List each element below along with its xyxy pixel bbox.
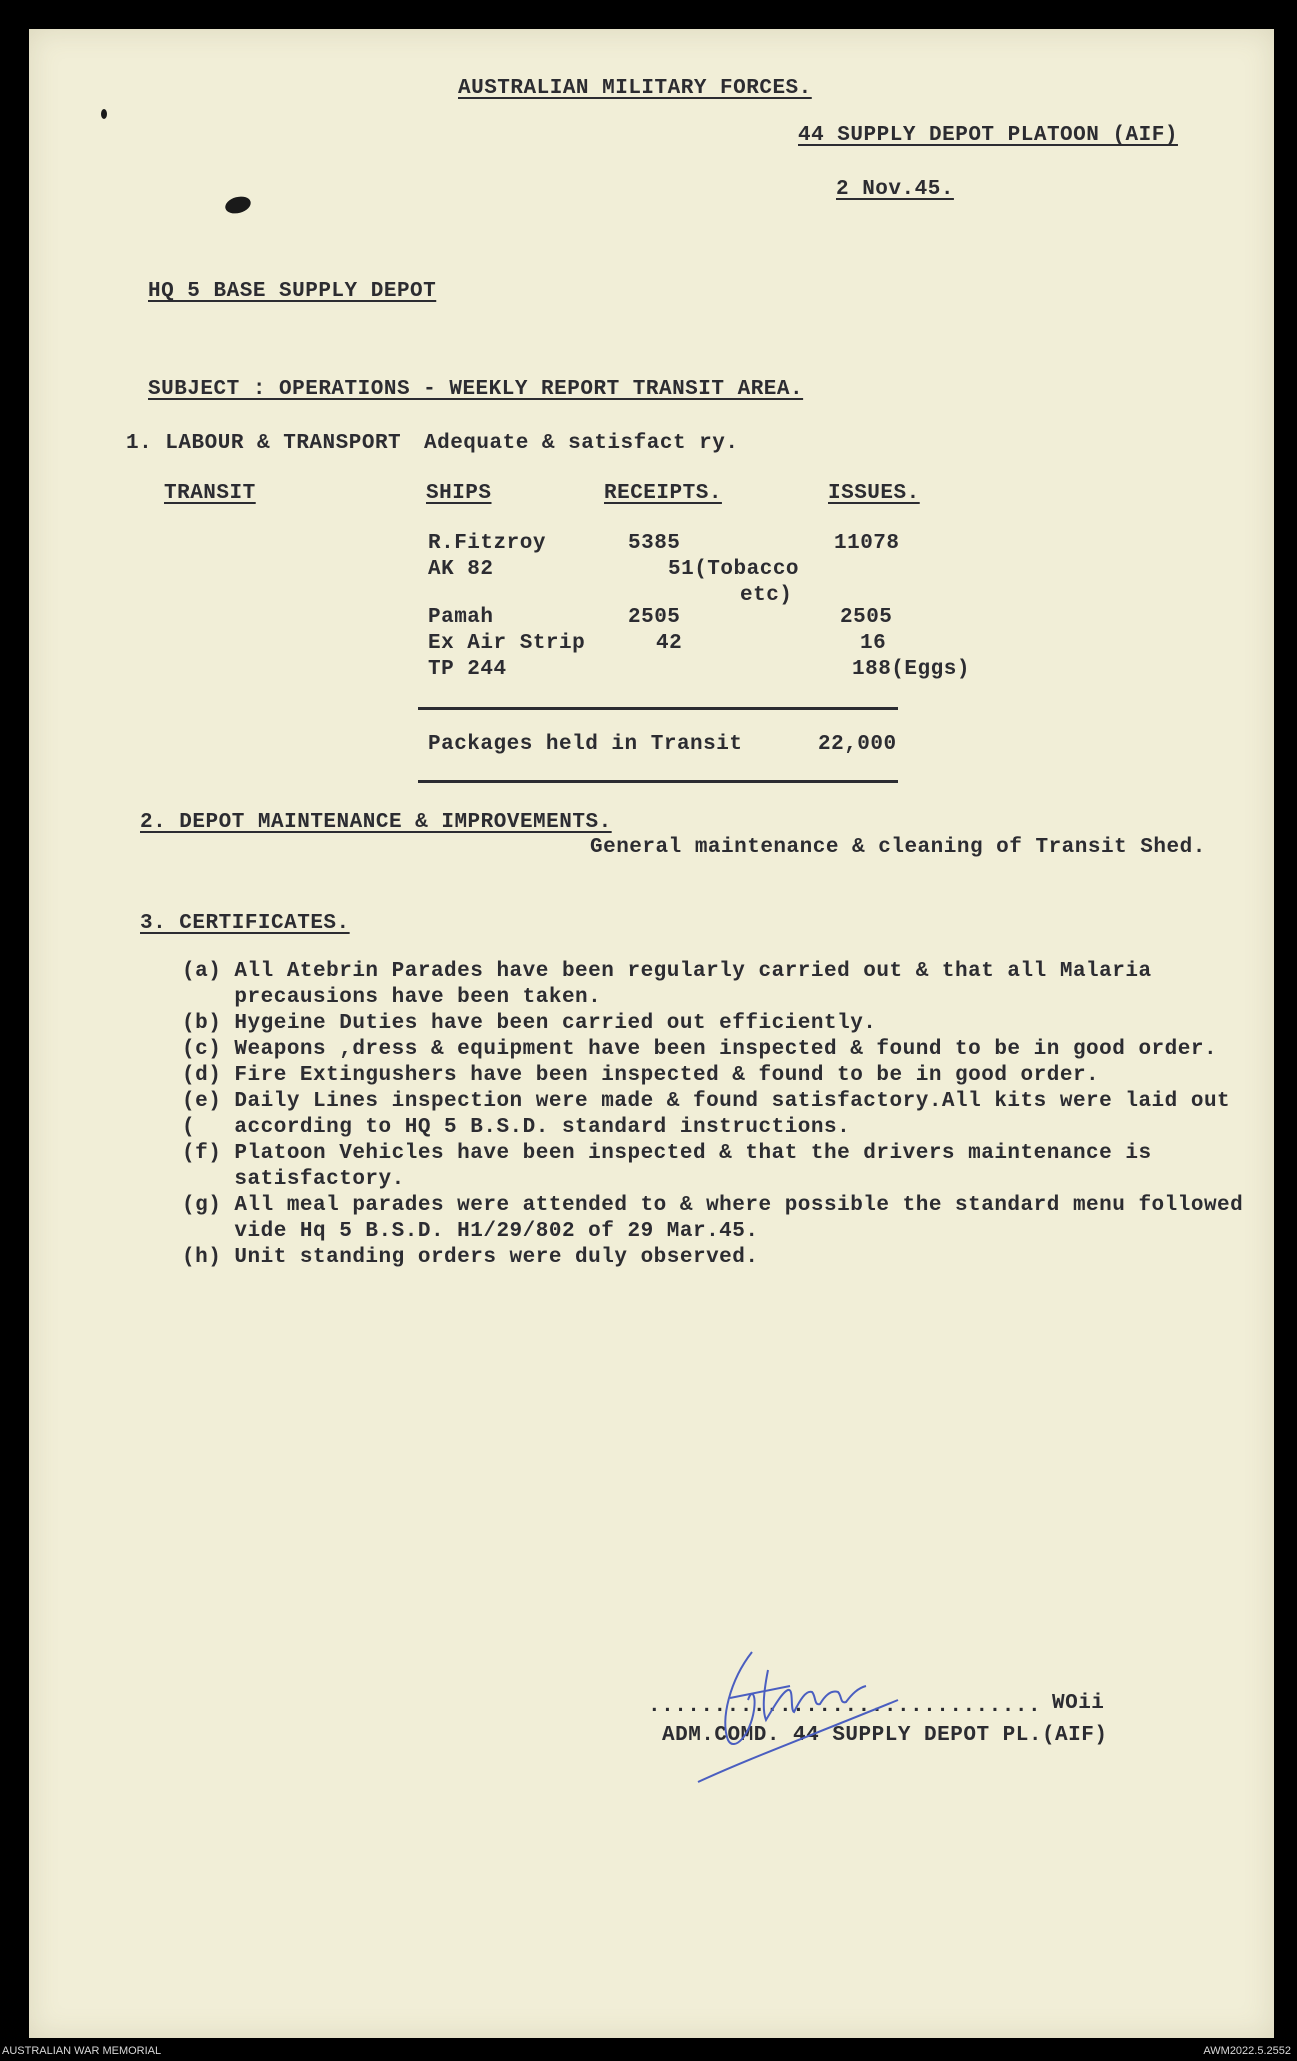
certificate-line: (g) All meal parades were attended to & where possible the standard menu followed [182,1194,1244,1217]
table-cell-receipts: etc) [740,584,793,607]
section-1-heading: 1. LABOUR & TRANSPORT [126,432,402,455]
certificate-line: (b) Hygeine Duties have been carried out efficiently. [182,1012,877,1035]
punch-hole [101,109,107,119]
table-cell-receipts: 2505 [628,606,681,629]
archive-caption-left: AUSTRALIAN WAR MEMORIAL [2,2045,162,2057]
certificate-line: (e) Daily Lines inspection were made & found satisfactory.All kits were laid out [182,1090,1231,1113]
column-header-ships: SHIPS [426,482,492,505]
document-date: 2 Nov.45. [836,178,954,201]
addressee: HQ 5 BASE SUPPLY DEPOT [148,280,437,303]
certificate-line: (a) All Atebrin Parades have been regularly carried out & that all Malaria [182,960,1152,983]
table-cell-issues: 2505 [840,606,893,629]
table-cell-receipts: 51(Tobacco [668,558,800,581]
section-3-heading: 3. CERTIFICATES. [140,912,350,935]
certificate-line: ( according to HQ 5 B.S.D. standard instructions. [182,1116,851,1139]
table-cell-ship: R.Fitzroy [428,532,546,555]
certificate-line: (d) Fire Extingushers have been inspected & found to be in good order. [182,1064,1100,1087]
punch-hole [223,194,252,216]
table-cell-issues: 11078 [834,532,900,555]
table-rule-top [418,707,898,710]
signature-title: ADM.COMD. 44 SUPPLY DEPOT PL.(AIF) [662,1724,1108,1747]
certificate-line: vide Hq 5 B.S.D. H1/29/802 of 29 Mar.45. [182,1220,759,1243]
unit-name: 44 SUPPLY DEPOT PLATOON (AIF) [798,124,1178,147]
table-cell-ship: TP 244 [428,658,507,681]
handwritten-signature [690,1640,930,1790]
packages-value: 22,000 [818,733,897,756]
organization-heading: AUSTRALIAN MILITARY FORCES. [458,77,812,100]
table-cell-receipts: 42 [656,632,683,655]
signature-rank: WOii [1052,1692,1105,1715]
signature-dots: .............................. [648,1695,1042,1718]
column-header-receipts: RECEIPTS. [604,482,722,505]
certificate-line: (c) Weapons ,dress & equipment have been inspected & found to be in good order. [182,1038,1218,1061]
table-cell-ship: Pamah [428,606,494,629]
table-cell-receipts: 5385 [628,532,681,555]
transit-label: TRANSIT [164,482,256,505]
section-2-heading: 2. DEPOT MAINTENANCE & IMPROVEMENTS. [140,811,612,834]
archive-caption-right: AWM2022.5.2552 [1203,2045,1291,2057]
subject-line: SUBJECT : OPERATIONS - WEEKLY REPORT TRANSIT AREA. [148,378,804,401]
table-rule-bottom [418,780,898,783]
section-2-text: General maintenance & cleaning of Transit Shed. [590,836,1206,859]
table-cell-ship: Ex Air Strip [428,632,586,655]
certificate-line: (f) Platoon Vehicles have been inspected & that the drivers maintenance is [182,1142,1152,1165]
certificate-line: precausions have been taken. [182,986,602,1009]
packages-label: Packages held in Transit [428,733,743,756]
section-1-status: Adequate & satisfact ry. [424,432,739,455]
certificate-line: satisfactory. [182,1168,405,1191]
table-cell-issues: 188(Eggs) [852,658,970,681]
table-cell-ship: AK 82 [428,558,494,581]
column-header-issues: ISSUES. [828,482,920,505]
certificate-line: (h) Unit standing orders were duly observed. [182,1246,759,1269]
table-cell-issues: 16 [860,632,887,655]
